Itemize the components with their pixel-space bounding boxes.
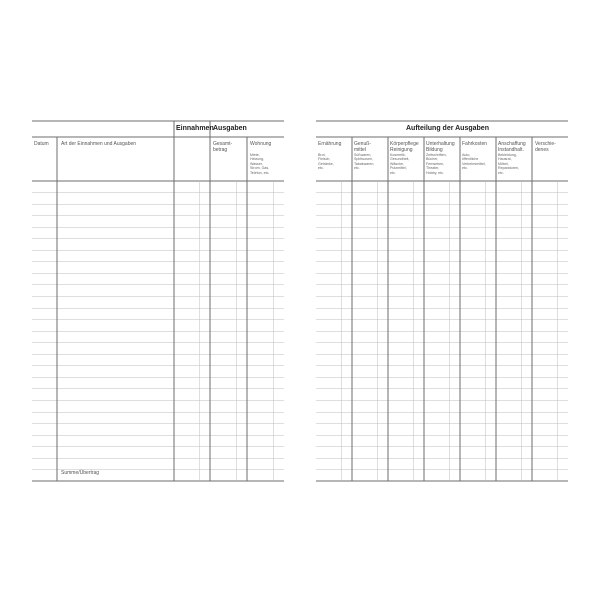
col-ernaehrung-label: Ernährung: [318, 141, 342, 147]
col-fahrkosten-sub: Auto, öffentliche Verkehrsmittel, etc.: [462, 153, 486, 171]
col-unterhaltung-sub: Zeitschriften, Bücher, Fernsehen, Theater, Hobby, etc.: [426, 153, 447, 175]
wohnung-subtext: Miete, Heizung, Wasser, Strom, Gas, Telefon, etc.: [250, 153, 270, 175]
col-unterhaltung-label: Unterhaltung Bildung: [426, 141, 455, 153]
col-genussmittel-label: Genuß- mittel: [354, 141, 371, 153]
col-ernaehrung-sub: Brot, Fleisch, Getränke, etc.: [318, 153, 334, 171]
einnahmen-header: Einnahmen: [176, 125, 214, 132]
col-koerperpflege-sub: Kosmetik, Gesundheit, Wäsche, Putzmittel, etc.: [390, 153, 410, 175]
wohnung-header: Wohnung: [250, 141, 272, 147]
art-header: Art der Einnahmen und Ausgaben: [61, 141, 137, 147]
col-anschaffung-sub: Bekleidung, Hausrat, Möbel, Reparaturen, etc.: [498, 153, 519, 175]
aufteilung-title: Aufteilung der Ausgaben: [406, 125, 489, 132]
col-verschiedenes-label: Verschie- denes: [535, 141, 556, 153]
summe-uebertrag-label: Summe/Übertrag: [61, 470, 100, 476]
ausgaben-header: Ausgaben: [213, 125, 247, 132]
col-anschaffung-label: Anschaffung Instandhalt.: [498, 141, 526, 153]
gesamtbetrag-header: Gesamt- betrag: [213, 141, 233, 153]
datum-header: Datum: [34, 141, 49, 147]
col-koerperpflege-label: Körperpflege Reinigung: [390, 141, 419, 153]
col-genussmittel-sub: Süßwaren, Spirituosen, Tabakwaren, etc.: [354, 153, 375, 171]
col-fahrkosten-label: Fahrkosten: [462, 141, 488, 147]
